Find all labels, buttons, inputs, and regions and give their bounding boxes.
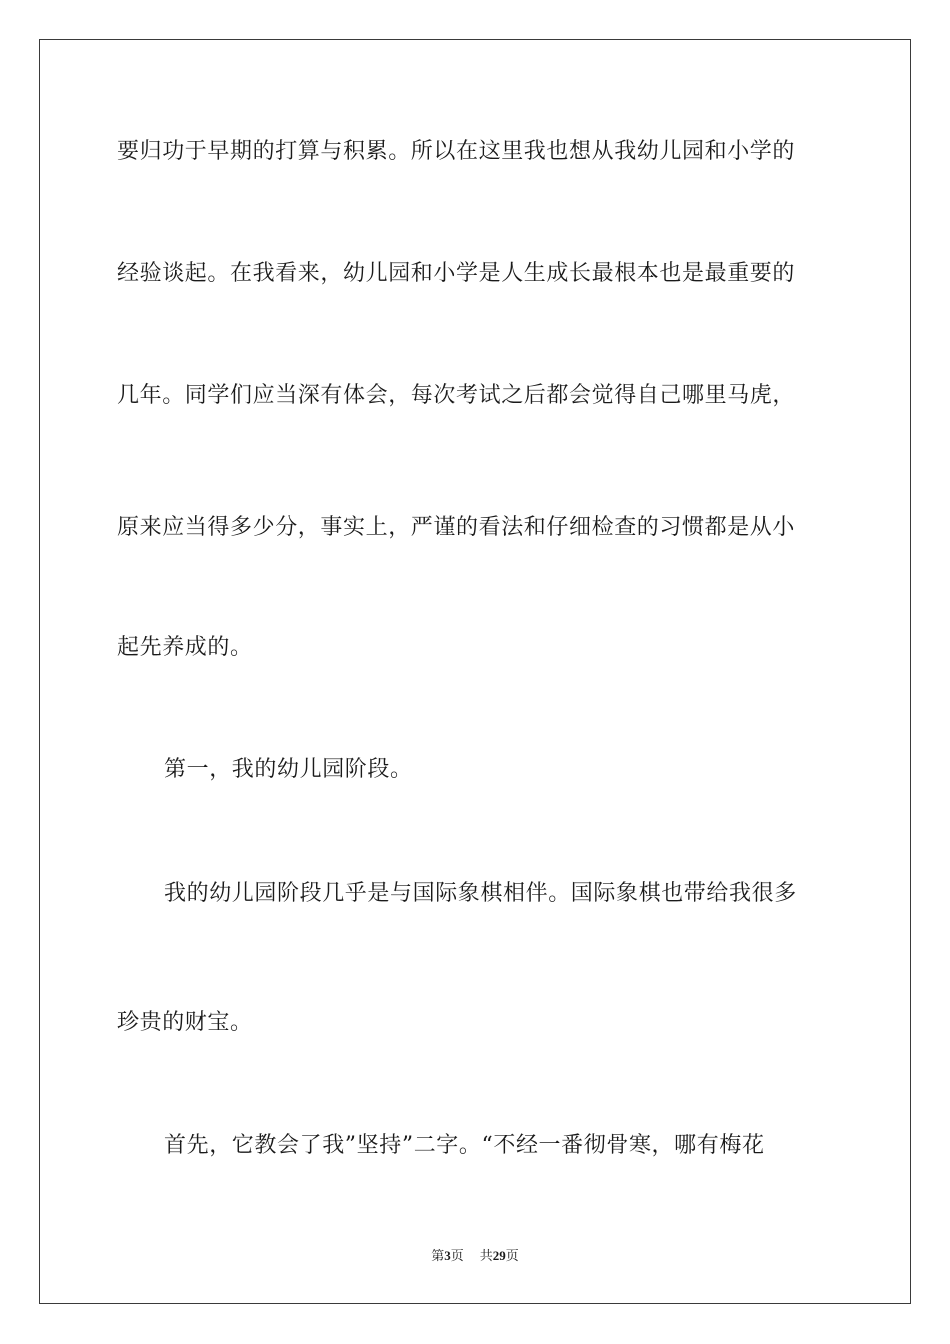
paragraph-line: 要归功于早期的打算与积累。所以在这里我也想从我幼儿园和小学的 [117,139,796,164]
page-border [39,39,911,1304]
page-number: 3 [444,1248,451,1263]
total-prefix: 共 [479,1249,493,1264]
total-unit: 页 [505,1249,519,1264]
page-prefix: 第 [431,1249,445,1264]
section-heading: 第一，我的幼儿园阶段。 [164,757,413,782]
total-pages: 29 [492,1248,506,1263]
page-footer [0,1247,950,1266]
paragraph-line: 起先养成的。 [117,635,253,660]
page-unit: 页 [450,1249,464,1264]
paragraph-line: 我的幼儿园阶段几乎是与国际象棋相伴。国际象棋也带给我很多 [164,881,797,906]
paragraph-line: 经验谈起。在我看来，幼儿园和小学是人生成长最根本也是最重要的 [117,261,796,286]
paragraph-line: 几年。同学们应当深有体会，每次考试之后都会觉得自己哪里马虎， [117,383,796,408]
paragraph-line: 原来应当得多少分，事实上，严谨的看法和仔细检查的习惯都是从小 [117,515,796,540]
paragraph-line: 珍贵的财宝。 [117,1010,253,1035]
paragraph-line: 首先，它教会了我”坚持”二字。“不经一番彻骨寒，哪有梅花 [164,1133,765,1158]
